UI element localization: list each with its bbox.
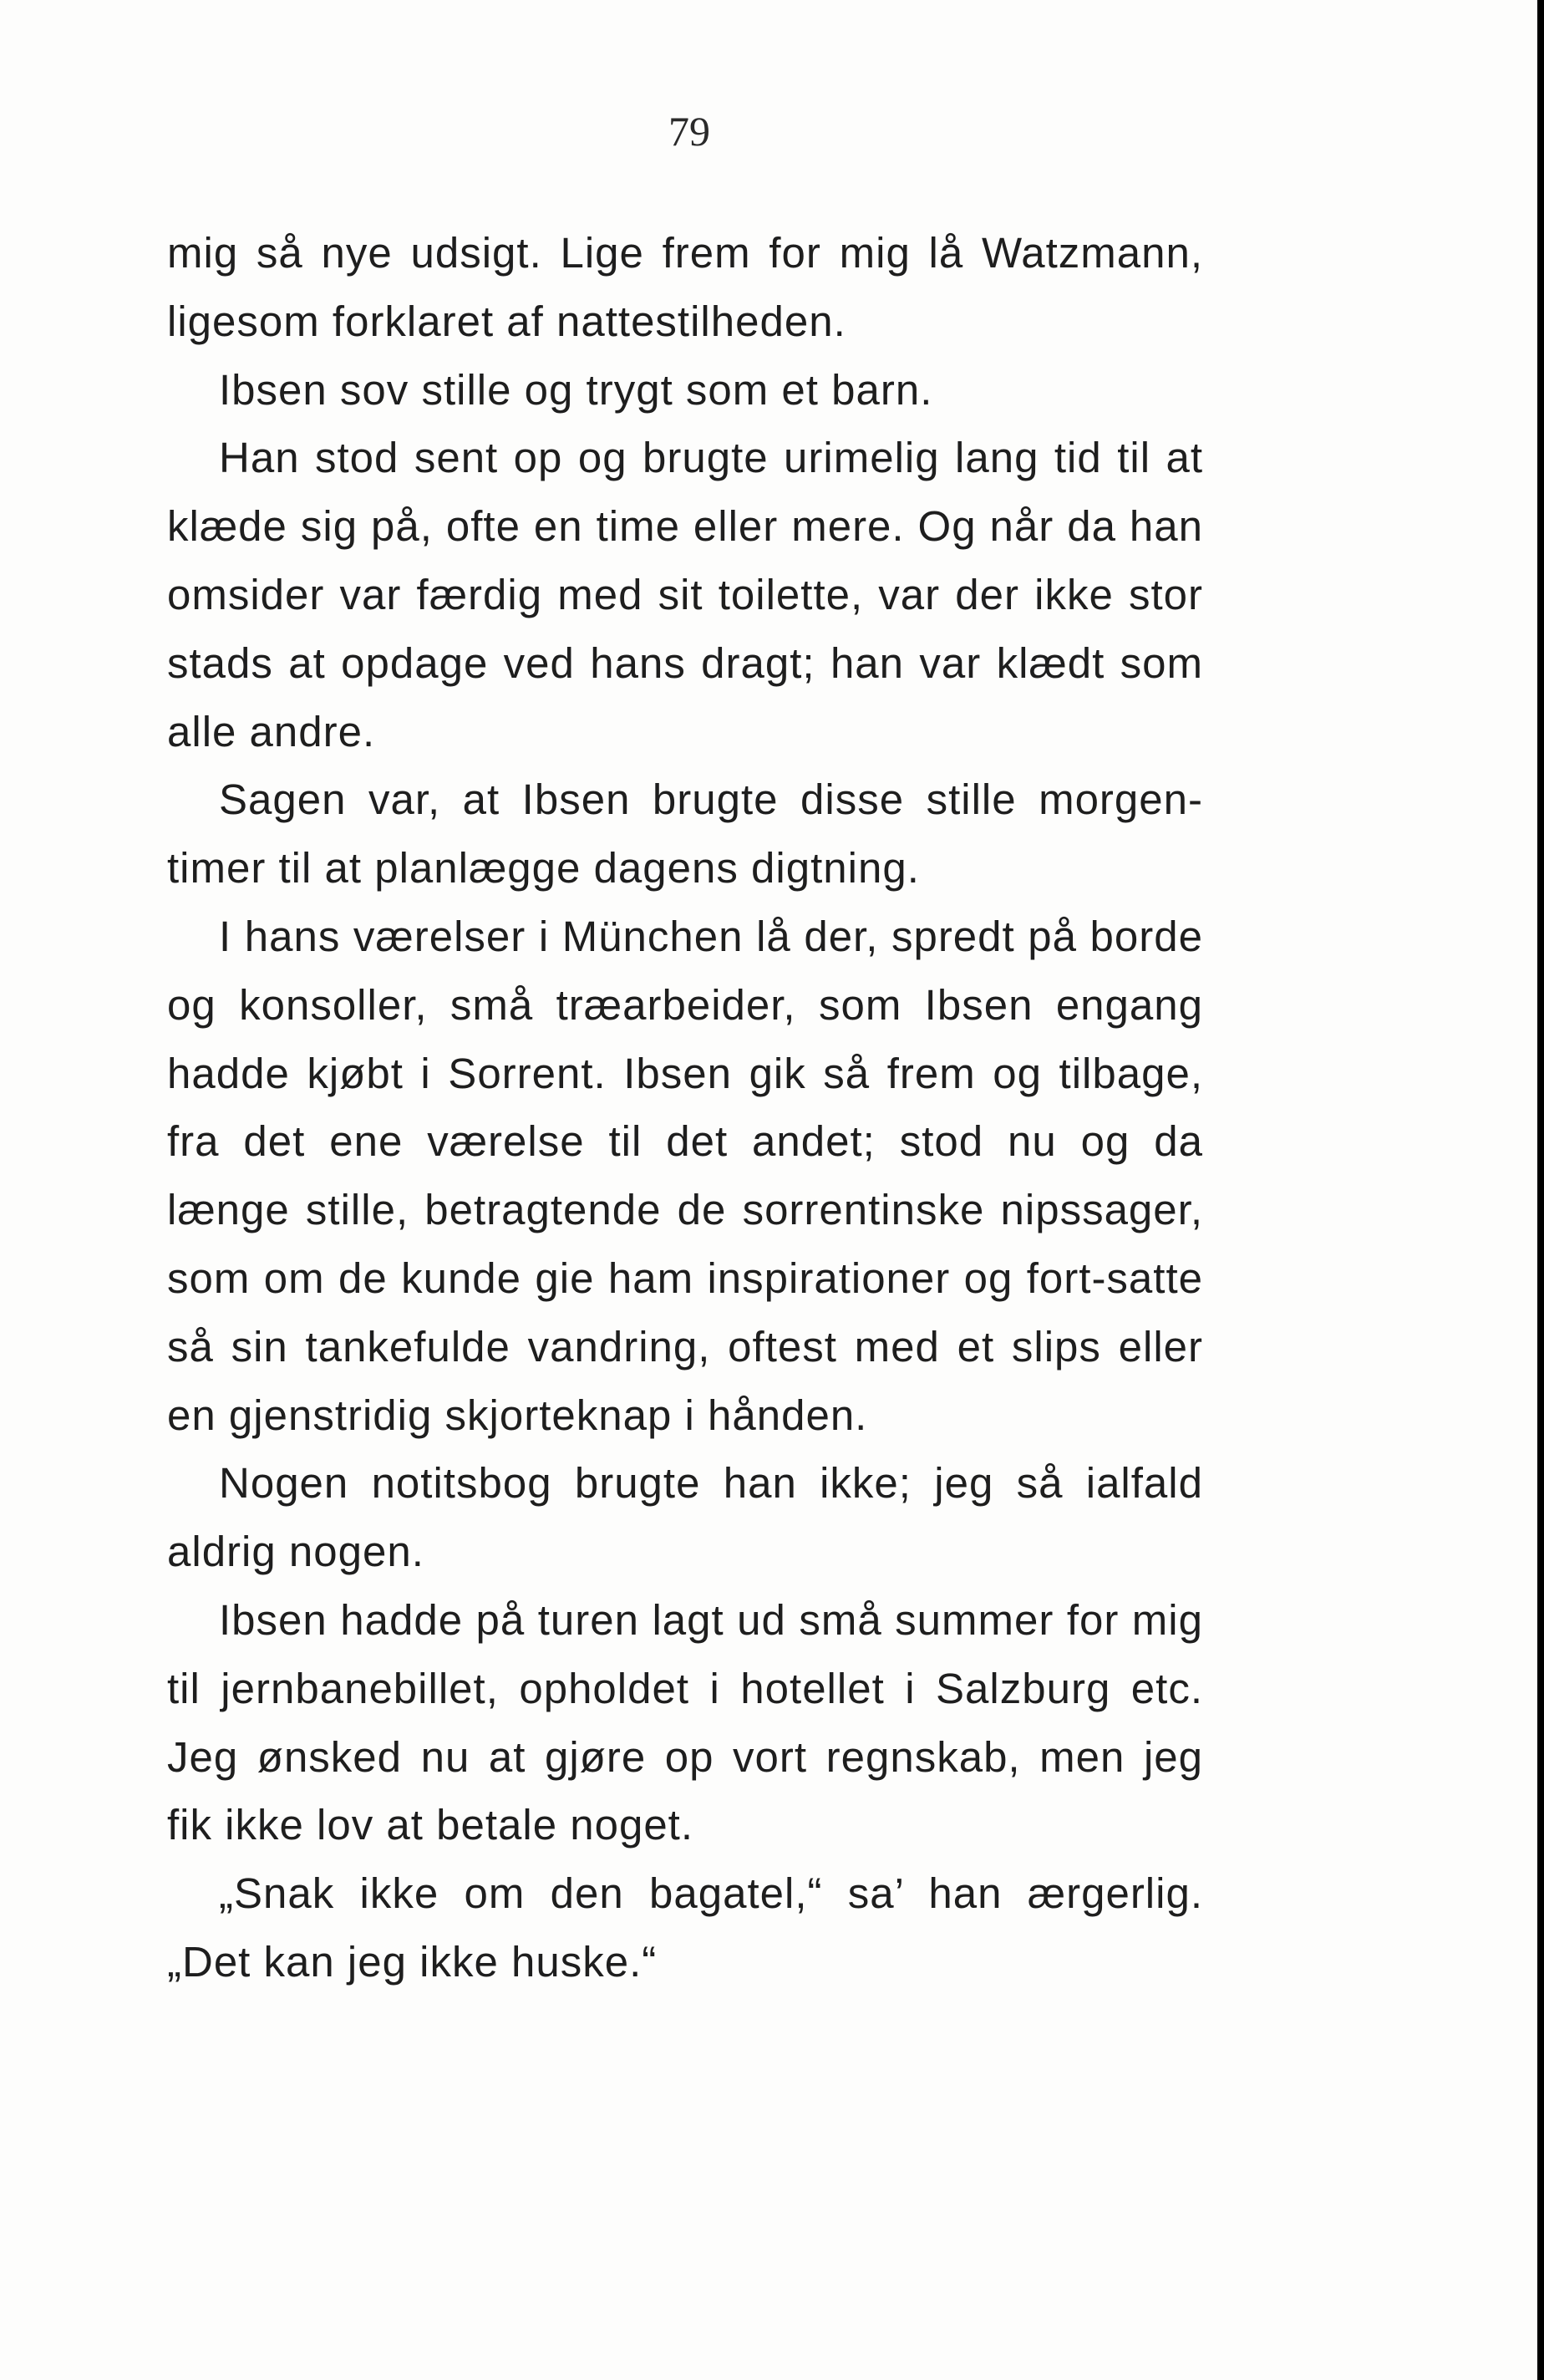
paragraph-1: mig så nye udsigt. Lige frem for mig lå Watzmann, ligesom forklaret af nattestilheden. xyxy=(167,229,1203,345)
paragraph-5: I hans værelser i München lå der, spredt på borde og konsoller, små træarbeider, som Ibsen engang hadde kjøbt i Sorrent. Ibsen gik så frem og tilbage, fra det ene værelse til det andet; stod nu og da længe stille, betragtende de sorrentinske nipssager, som om de kunde gie ham inspirationer og fort-satte så sin tankefulde vandring, oftest med et slips eller en gjenstridig skjorteknap i hånden. xyxy=(167,912,1203,1439)
paragraph-2: Ibsen sov stille og trygt som et barn. xyxy=(219,365,933,414)
paragraph-4: Sagen var, at Ibsen brugte disse stille morgen-timer til at planlægge dagens digtning. xyxy=(167,776,1203,892)
page-number: 79 xyxy=(668,108,710,155)
paragraph-7: Ibsen hadde på turen lagt ud små summer for mig til jernbanebillet, opholdet i hotellet i Salzburg etc. Jeg ønsked nu at gjøre op vort regnskab, men jeg fik ikke lov at betale noget. xyxy=(167,1595,1203,1849)
paragraph-3: Han stod sent op og brugte urimelig lang tid til at klæde sig på, ofte en time eller mere. Og når da han omsider var færdig med sit toilette, var der ikke stor stads at opdage ved hans dragt; han var klædt som alle andre. xyxy=(167,434,1203,755)
paragraph-8: „Snak ikke om den bagatel,“ sa’ han ærgerlig. „Det kan jeg ikke huske.“ xyxy=(167,1869,1203,1986)
text-body xyxy=(167,219,1203,1996)
paragraph-6: Nogen notitsbog brugte han ikke; jeg så ialfald aldrig nogen. xyxy=(167,1459,1203,1576)
